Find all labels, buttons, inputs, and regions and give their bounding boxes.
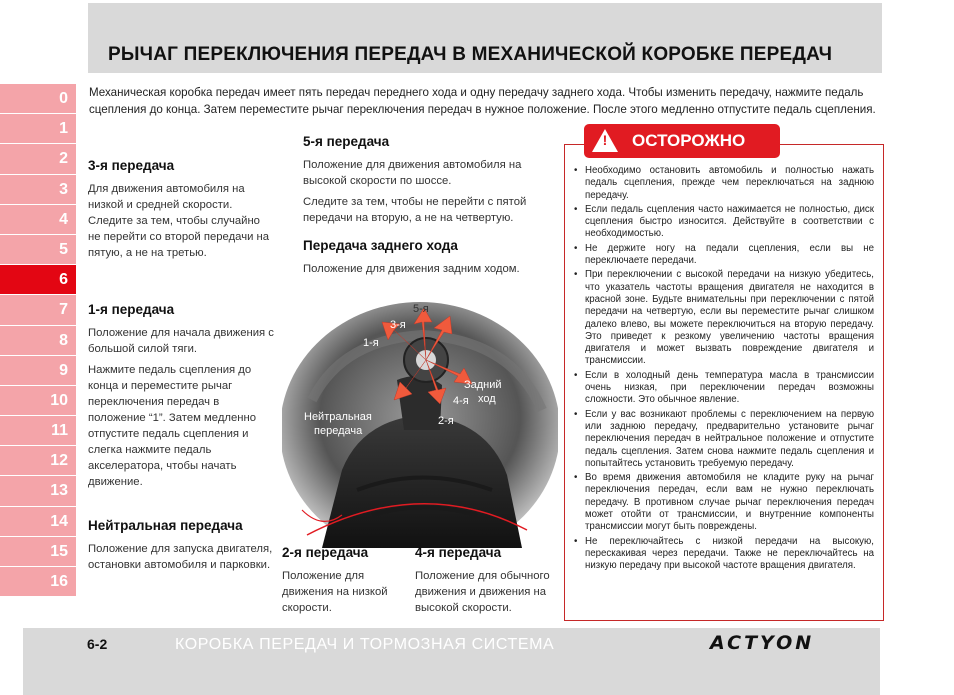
section-title: 2-я передача	[282, 545, 369, 560]
chapter-tab-0[interactable]: 0	[0, 84, 76, 114]
label-gear-5: 5-я	[413, 303, 429, 315]
chapter-tab-8[interactable]: 8	[0, 326, 76, 356]
chapter-tab-13[interactable]: 13	[0, 476, 76, 506]
section-text: Положение для движения на низкой скорости.	[282, 570, 388, 614]
section-title: 4-я передача	[415, 545, 502, 560]
chapter-tab-12[interactable]: 12	[0, 446, 76, 476]
section-neutral	[88, 518, 274, 578]
caution-box	[564, 144, 884, 621]
caution-item: • Если педаль сцепления часто нажимается не полностью, диск сцепления быстро износится. Действуйте в соответствии с необходимостью.	[574, 204, 874, 241]
page-number: 6-2	[87, 636, 108, 652]
section-text: Следите за тем, чтобы не перейти с пятой передачи на вторую, а не на четвертую.	[303, 196, 527, 224]
caution-list	[574, 165, 874, 573]
caution-item: • Не держите ногу на педали сцепления, если вы не переключаете передачи.	[574, 243, 874, 268]
section-title: Нейтральная передача	[88, 518, 243, 533]
chapter-tab-3[interactable]: 3	[0, 175, 76, 205]
gear-shift-diagram	[282, 300, 558, 548]
label-gear-3: 3-я	[390, 319, 406, 331]
section-text: Положение для начала движения с большой силой тяги.	[88, 327, 274, 355]
label-neutral-1: Нейтральная	[304, 411, 372, 423]
section-title: 1-я передача	[88, 302, 175, 317]
caution-item: • Если у вас возникают проблемы с переключением на первую или заднюю передачу, предварительно установите рычаг переключения передач в нейтральное положение и отпустите педаль сцепления. Затем снова нажмите педаль сцепления и попытайтесь установить требуемую передачу.	[574, 409, 874, 470]
caution-item: • Необходимо остановить автомобиль и полностью нажать педаль сцепления, прежде чем переключаться на заднюю передачу.	[574, 165, 874, 202]
chapter-tab-10[interactable]: 10	[0, 386, 76, 416]
chapter-tab-16[interactable]: 16	[0, 567, 76, 597]
chapter-tab-7[interactable]: 7	[0, 295, 76, 325]
caution-heading	[584, 124, 780, 158]
section-second-gear	[282, 545, 410, 621]
label-neutral-2: передача	[314, 425, 363, 437]
label-gear-1: 1-я	[363, 337, 379, 349]
chapter-tab-15[interactable]: 15	[0, 537, 76, 567]
section-title: Передача заднего хода	[303, 238, 458, 253]
exclamation-icon: !	[602, 132, 608, 148]
caution-item: • Во время движения автомобиля не кладите руку на рычаг переключения передач, если вам не нужно переключать передачу. В противном случае рычаг переключения передач может отойти от трансмиссии, и внутренние компоненты трансмиссии могут быть повреждены.	[574, 472, 874, 533]
chapter-tab-11[interactable]: 11	[0, 416, 76, 446]
caution-item: • Если в холодный день температура масла в трансмиссии очень низкая, при переключении передач возможны сложности. Это обычное явление.	[574, 370, 874, 407]
section-text: Нажмите педаль сцепления до конца и переместите рычаг переключения передач в положение “1”. Затем медленно отпустите педаль сцепления и слегка нажмите педаль акселератора, чтобы начать движение.	[88, 364, 257, 488]
intro-paragraph: Механическая коробка передач имеет пять передач переднего хода и одну передачу заднего хода. Чтобы изменить передачу, нажмите педаль сцепления до конца. Затем переместите рычаг переключения передач в нужное положение. После этого медленно отпустите педаль сцепления.	[89, 86, 876, 116]
section-text: Для движения автомобиля на низкой и средней скорости. Следите за тем, чтобы случайно не перейти со второй передачи на пятую, а не на третью.	[88, 183, 270, 259]
section-title: 5-я передача	[303, 134, 390, 149]
chapter-title: КОРОБКА ПЕРЕДАЧ И ТОРМОЗНАЯ СИСТЕМА	[175, 636, 555, 653]
chapter-tab-1[interactable]: 1	[0, 114, 76, 144]
page-title: РЫЧАГ ПЕРЕКЛЮЧЕНИЯ ПЕРЕДАЧ В МЕХАНИЧЕСКОЙ КОРОБКЕ ПЕРЕДАЧ	[108, 44, 833, 65]
section-reverse	[303, 238, 543, 282]
chapter-tab-5[interactable]: 5	[0, 235, 76, 265]
label-reverse-1: Задний	[464, 379, 502, 391]
chapter-tab-14[interactable]: 14	[0, 507, 76, 537]
section-third-gear	[88, 158, 274, 266]
section-text: Положение для запуска двигателя, остановки автомобиля и парковки.	[88, 543, 273, 571]
label-gear-4: 4-я	[453, 395, 469, 407]
chapter-tab-9[interactable]: 9	[0, 356, 76, 386]
label-gear-2: 2-я	[438, 415, 454, 427]
section-text: Положение для движения задним ходом.	[303, 263, 520, 275]
section-text: Положение для движения автомобиля на высокой скорости по шоссе.	[303, 159, 522, 187]
section-first-gear	[88, 302, 274, 495]
section-fifth-gear	[303, 134, 543, 231]
chapter-tab-4[interactable]: 4	[0, 205, 76, 235]
chapter-tab-2[interactable]: 2	[0, 144, 76, 174]
caution-item: • При переключении с высокой передачи на низкую убедитесь, что указатель частоты вращения двигателя не находится в красной зоне. Будьте внимательны при переключении с пятой передачи на четвертую, если вы переместите рычаг слишком далеко влево, вы можете переключиться на вторую передачу. Это приведет к резкому увеличению частоты вращения двигателя и может вызвать повреждение двигателя и трансмиссии.	[574, 269, 874, 367]
chapter-tab-6-active[interactable]: 6	[0, 265, 76, 295]
section-fourth-gear	[415, 545, 555, 621]
caution-heading-text: ОСТОРОЖНО	[632, 131, 746, 150]
section-title: 3-я передача	[88, 158, 175, 173]
label-reverse-2: ход	[478, 393, 496, 405]
caution-item: • Не переключайтесь с низкой передачи на высокую, перескакивая через передачи. Также не переключайтесь на низкую передачу при высокой частоте вращения двигателя.	[574, 536, 874, 573]
brand-logo: ACTYON	[710, 632, 815, 654]
chapter-tabs	[0, 84, 76, 597]
gear-shift-illustration	[282, 300, 558, 548]
section-text: Положение для обычного движения и движения на высокой скорости.	[415, 570, 550, 614]
